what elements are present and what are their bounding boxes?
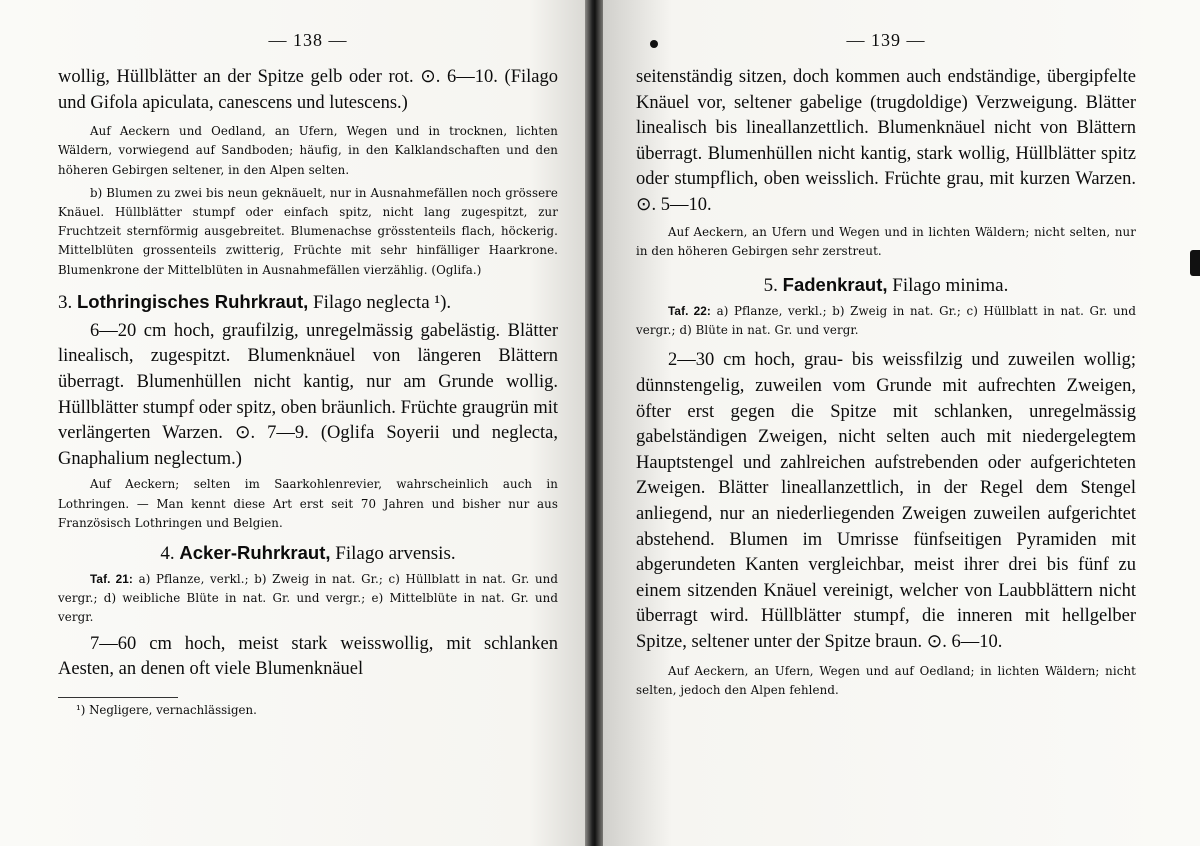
- species-heading: [58, 539, 558, 568]
- species-heading: [636, 271, 1136, 300]
- plate-text: a) Pflanze, verkl.; b) Zweig in nat. Gr.; c) Hüllblatt in nat. Gr. und vergr.; d) Blüte in nat. Gr. und vergr.: [636, 303, 1136, 338]
- page-number: — 138 —: [268, 30, 348, 50]
- habitat-note: Auf Aeckern; selten im Saarkohlenrevier, wahrscheinlich auch in Lothringen. — Man kennt diese Art erst seit 70 Jahren und bisher nur aus Französisch Lothringen und Belgien.: [58, 477, 558, 530]
- heading-number: 3.: [58, 291, 73, 313]
- book-gutter: [585, 0, 603, 846]
- paragraph: seitenständig sitzen, doch kommen auch endständige, übergipfelte Knäuel vor, seltener gabelige (trugdoldige) Verzweigung. Blätter linealisch bis lineallanzettlich. Blumenknäuel nicht von Blättern überragt. Blumenhüllen nicht kantig, stark wollig, Hüllblätter spitz oder stumpflich, oben weisslich. Früchte grau, mit kurzen Warzen. ⊙. 5—10.: [636, 67, 1136, 215]
- left-page-content: [58, 0, 558, 719]
- heading-common-name: Lothringisches Ruhrkraut,: [77, 290, 309, 312]
- habitat-note: Auf Aeckern, an Ufern, Wegen und auf Oedland; in lichten Wäldern; nicht selten, jedoch den Alpen fehlend.: [636, 663, 1136, 697]
- paragraph: wollig, Hüllblätter an der Spitze gelb oder rot. ⊙. 6—10. (Filago und Gifola apiculata, canescens und lutescens.): [58, 67, 558, 113]
- heading-common-name: Fadenkraut,: [782, 273, 888, 295]
- right-page: [600, 0, 1200, 846]
- heading-common-name: Acker-Ruhrkraut,: [179, 541, 331, 563]
- plate-label: Taf. 21:: [90, 571, 133, 586]
- plate-label: Taf. 22:: [668, 303, 711, 318]
- heading-latin-name: Filago arvensis.: [335, 542, 456, 564]
- left-page: [0, 0, 588, 846]
- plate-reference: [58, 570, 558, 628]
- paragraph: 7—60 cm hoch, meist stark weisswollig, mit schlanken Aesten, an denen oft viele Blumenknäuel: [58, 633, 558, 680]
- plate-reference: [636, 302, 1136, 340]
- heading-latin-name: Filago neglecta ¹).: [313, 291, 452, 313]
- species-heading: [58, 288, 558, 317]
- heading-latin-name: Filago minima.: [892, 274, 1009, 296]
- paragraph: 2—30 cm hoch, grau- bis weissfilzig und zuweilen wollig; dünnstengelig, zuweilen vom Grunde mit aufrechten Zweigen, öfter erst gegen die Spitze mit schlanken, unregelmässig gabelständigen Zweigen, nicht selten auch mit niedergelegtem Hauptstengel und zahlreichen aufstrebenden oder aufgerichteten Zweigen. Blätter lineallanzettlich, in der Regel dem Stengel anliegend, nur an niederliegenden Zweigen zuweilen aufgerichtet abstehend. Blumen im Umrisse fünfseitigen Pyramiden mit abgerundeten Kanten vergleichbar, meist ihrer drei bis fünf zu einem sitzenden Knäuel vereinigt, welcher von Laubblättern nicht überragt wird. Hüllblätter stumpf, die inneren mit hellgelber Spitze, seltener unter der Spitze braun. ⊙. 6—10.: [636, 350, 1136, 652]
- heading-number: 5.: [763, 274, 778, 296]
- habitat-note: Auf Aeckern, an Ufern und Wegen und in lichten Wäldern; nicht selten, nur in den höheren Gebirgen sehr zerstreut.: [636, 224, 1136, 258]
- right-page-content: [636, 0, 1136, 700]
- edge-mark: [1190, 250, 1200, 276]
- habitat-note: Auf Aeckern und Oedland, an Ufern, Wegen und in trocknen, lichten Wäldern, vorwiegend auf Sandboden; häufig, in den Kalklandschaften und den höheren Gebirgen seltener, in den Alpen selten.: [58, 124, 558, 177]
- paragraph: 6—20 cm hoch, graufilzig, unregelmässig gabelästig. Blätter linealisch, zugespitzt. Blumenknäuel von längeren Blättern überragt. Blumenhüllen nicht kantig, nur am Grunde wollig. Hüllblätter stumpf oder spitz, oben bräunlich. Früchte graugrün mit verlängerten Warzen. ⊙. 7—9. (Oglifa Soyerii und neglecta, Gnaphalium neglectum.): [58, 320, 558, 469]
- heading-number: 4.: [160, 542, 175, 564]
- footnote: ¹) Negligere, vernachlässigen.: [58, 697, 558, 719]
- plate-text: a) Pflanze, verkl.; b) Zweig in nat. Gr.; c) Hüllblatt in nat. Gr. und vergr.; d) weibliche Blüte in nat. Gr. und vergr.; e) Mittelblüte in nat. Gr. und vergr.: [58, 571, 558, 625]
- subsection-note: b) Blumen zu zwei bis neun geknäuelt, nur in Ausnahmefällen noch grössere Knäuel. Hüllblätter stumpf oder einfach spitz, nicht lang zugespitzt, zur Fruchtzeit sternförmig ausgebreitet. Blumenachse grösstenteils flach, höckerig. Mittelblüten grossenteils zwitterig, Früchte mit sehr hinfälliger Haarkrone. Blumenkrone der Mittelblüten in Ausnahmefällen vierzählig. (Oglifa.): [58, 185, 558, 277]
- page-number: — 139 —: [846, 30, 926, 50]
